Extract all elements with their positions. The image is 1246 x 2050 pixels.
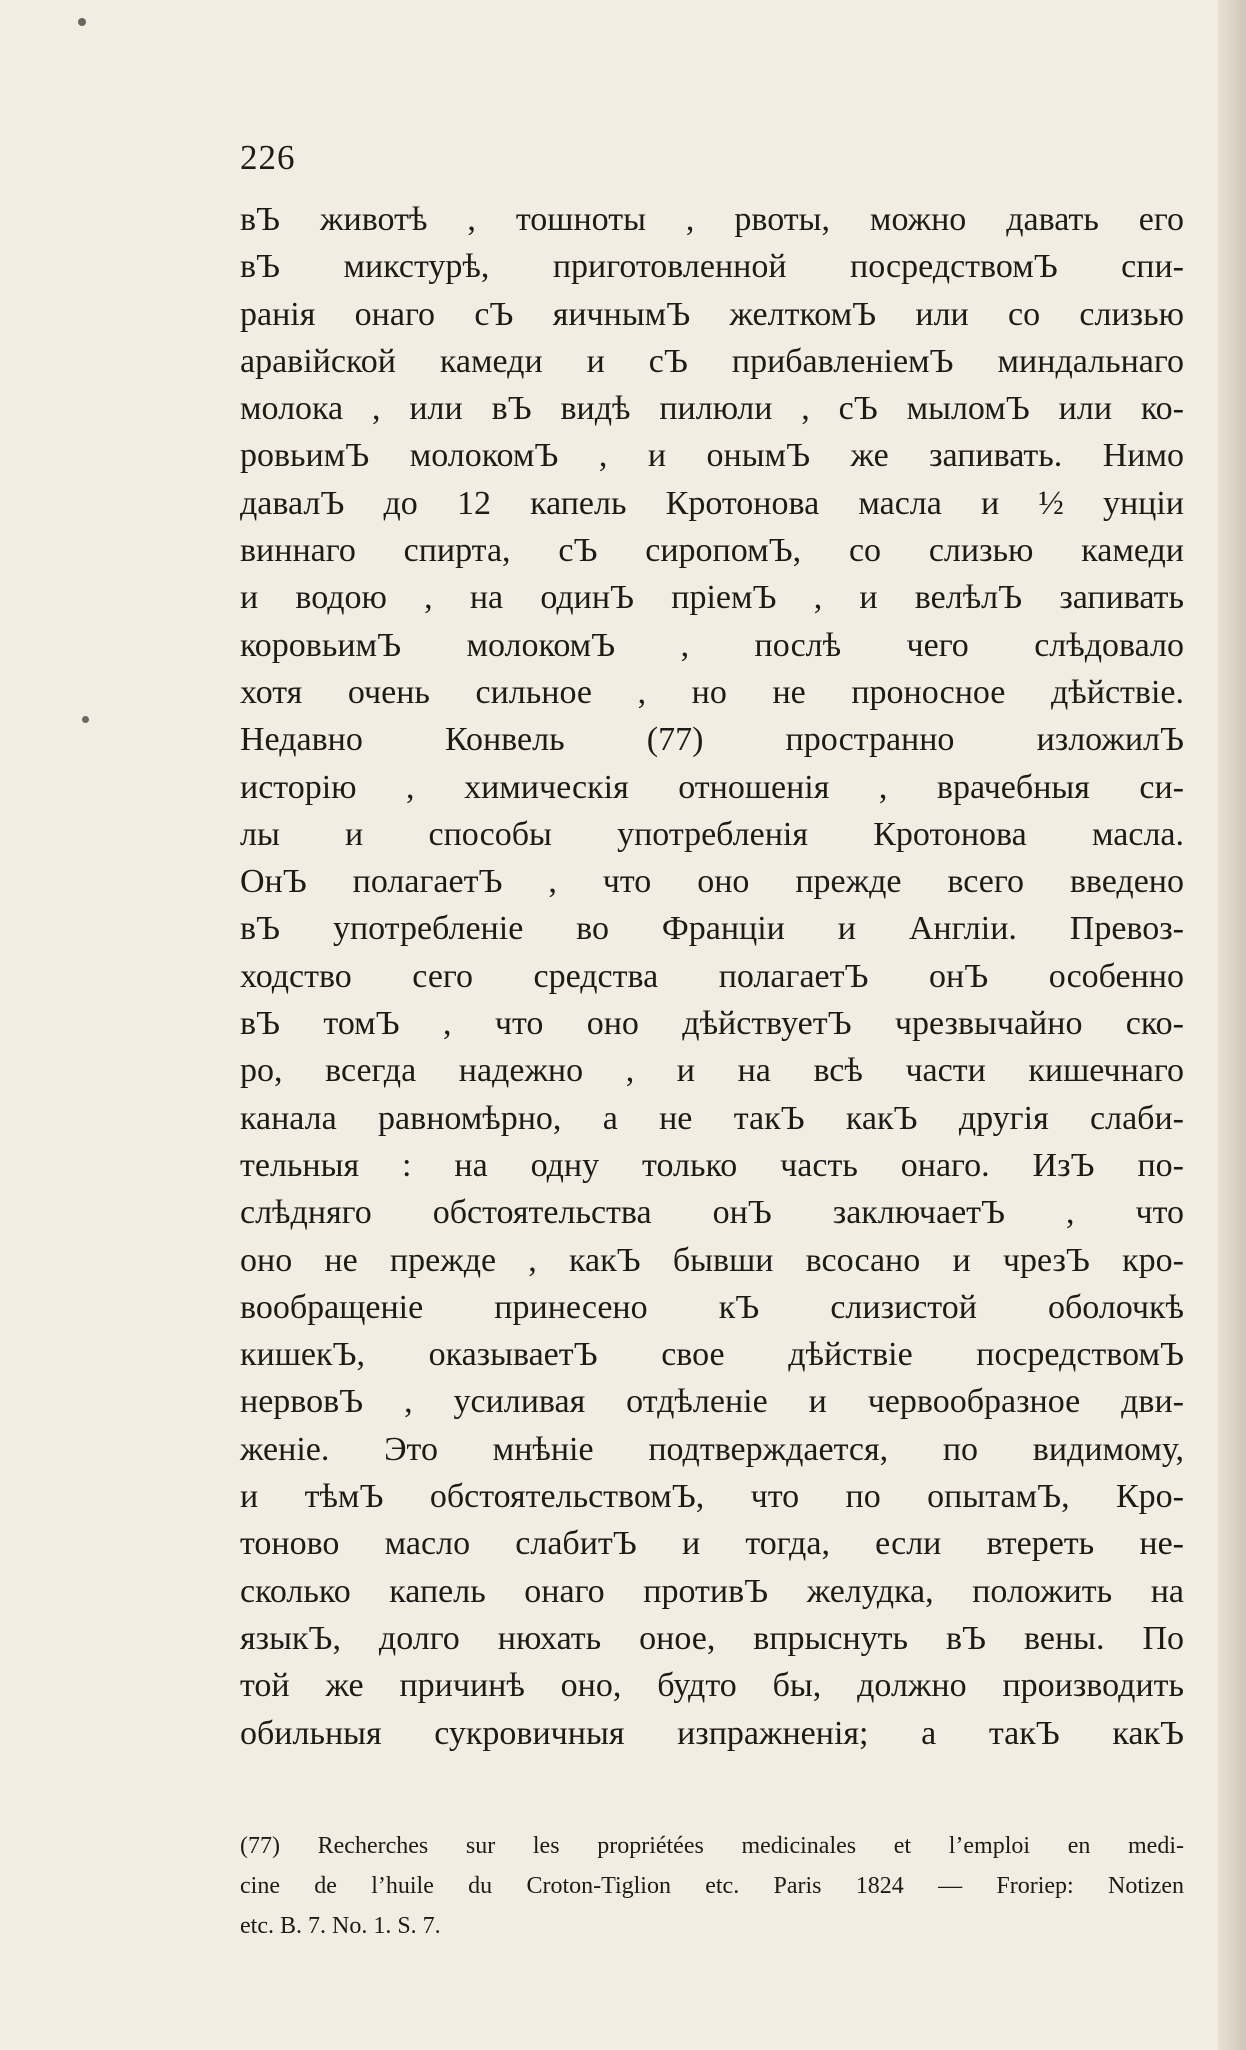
text-line: давалЪ до 12 капель Кротонова масла и ½ унціи [240,484,1184,522]
text-line: той же причинѣ оно, будто бы, должно производить [240,1667,1184,1705]
ink-spot [78,18,86,26]
text-line: обильныя сукровичныя изпражненія; а такЪ какЪ [240,1714,1184,1752]
text-line: молока , или вЪ видѣ пилюли , сЪ мыломЪ или ко- [240,390,1184,428]
text-line: слѣдняго обстоятельства онЪ заключаетЪ , что [240,1194,1184,1232]
text-line: сколько капель онаго противЪ желудка, положить на [240,1572,1184,1610]
page-edge [1218,0,1246,2050]
text-line: языкЪ, долго нюхать оное, впрыснуть вЪ вены. По [240,1619,1184,1657]
footnote-line: cine de l’huile du Croton-Tiglion etc. Paris 1824 — Froriep: Notizen [240,1873,1184,1899]
text-line: и тѣмЪ обстоятельствомЪ, что по опытамЪ, Кро- [240,1478,1184,1516]
text-line: тельныя : на одну только часть онаго. ИзЪ по- [240,1146,1184,1184]
text-line: вЪ микстурѣ, приготовленной посредствомЪ спи- [240,248,1184,286]
text-line: канала равномѣрно, а не такЪ какЪ другія слаби- [240,1099,1184,1137]
text-line: аравійской камеди и сЪ прибавленіемЪ миндальнаго [240,342,1184,380]
text-line: ровьимЪ молокомЪ , и онымЪ же запивать. Нимо [240,437,1184,475]
text-line: нервовЪ , усиливая отдѣленіе и червообразное дви- [240,1383,1184,1421]
footnote [240,1826,1184,1946]
text-line: ранія онаго сЪ яичнымЪ желткомЪ или со слизью [240,295,1184,333]
text-line: коровьимЪ молокомЪ , послѣ чего слѣдовало [240,626,1184,664]
text-line: оно не прежде , какЪ бывши всосано и чрезЪ кро- [240,1241,1184,1279]
text-line: вЪ употребленіе во Франціи и Англіи. Превоз- [240,910,1184,948]
text-line: виннаго спирта, сЪ сиропомЪ, со слизью камеди [240,532,1184,570]
ink-spot [82,716,89,723]
text-line: ОнЪ полагаетЪ , что оно прежде всего введено [240,863,1184,901]
text-line: и водою , на одинЪ пріемЪ , и велѣлЪ запивать [240,579,1184,617]
body-text [240,196,1184,1757]
page-number: 226 [240,138,296,177]
footnote-line: (77) Recherches sur les propriétées medicinales et l’emploi en medi- [240,1833,1184,1859]
text-line: Недавно Конвель (77) пространно изложилЪ [240,721,1184,759]
text-line: тоново масло слабитЪ и тогда, если втереть не- [240,1525,1184,1563]
text-line: ходство сего средства полагаетЪ онЪ особенно [240,957,1184,995]
text-line: лы и способы употребленія Кротонова масла. [240,815,1184,853]
text-line: кишекЪ, оказываетЪ свое дѣйствіе посредствомЪ [240,1336,1184,1374]
text-line: хотя очень сильное , но не проносное дѣйствіе. [240,673,1184,711]
text-line: ро, всегда надежно , и на всѣ части кишечнаго [240,1052,1184,1090]
text-line: вообращеніе принесено кЪ слизистой оболочкѣ [240,1288,1184,1326]
footnote-line: etc. B. 7. No. 1. S. 7. [240,1913,441,1939]
text-line: женіе. Это мнѣніе подтверждается, по видимому, [240,1430,1184,1468]
text-line: вЪ животѣ , тошноты , рвоты, можно давать его [240,201,1184,238]
text-line: исторію , химическія отношенія , врачебныя си- [240,768,1184,806]
text-line: вЪ томЪ , что оно дѣйствуетЪ чрезвычайно ско- [240,1005,1184,1043]
